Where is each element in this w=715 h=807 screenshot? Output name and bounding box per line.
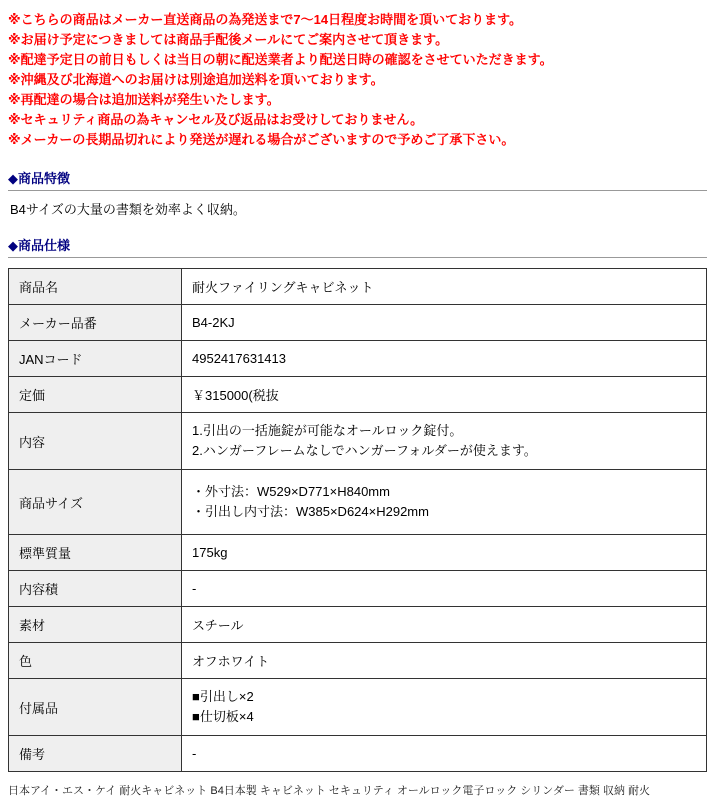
spec-row-maker-number: [9, 305, 707, 341]
features-heading: ◆商品特徴: [8, 168, 707, 191]
spec-label: メーカー品番: [9, 305, 182, 341]
spec-label: 商品サイズ: [9, 470, 182, 535]
spec-value: [182, 470, 707, 535]
notice-line: ※配達予定日の前日もしくは当日の朝に配送業者より配送日時の確認をさせていただきます。: [8, 52, 553, 67]
notice-line: ※お届け予定につきましては商品手配後メールにてご案内させて頂きます。: [8, 32, 449, 47]
spec-label: 備考: [9, 736, 182, 772]
spec-value-line: ・引出し内寸法：W385×D624×H292mm: [192, 504, 429, 519]
spec-value: ￥315000(税抜: [182, 377, 707, 413]
spec-label: JANコード: [9, 341, 182, 377]
spec-label: 内容積: [9, 571, 182, 607]
spec-value: 175kg: [182, 535, 707, 571]
footer-keywords: 日本アイ・エス・ケイ 耐火キャビネット B4日本製 キャビネット セキュリティ オールロック電子ロック シリンダー 書類 収納 耐火: [8, 785, 650, 797]
spec-row-color: [9, 643, 707, 679]
specs-heading: ◆商品仕様: [8, 235, 707, 258]
spec-label: 標準質量: [9, 535, 182, 571]
notice-line: ※メーカーの長期品切れにより発送が遅れる場合がございますので予めご了承下さい。: [8, 132, 515, 147]
spec-value-line: 2.ハンガーフレームなしでハンガーフォルダーが使えます。: [192, 443, 537, 458]
spec-table: [8, 268, 707, 772]
spec-label: 素材: [9, 607, 182, 643]
spec-value: 4952417631413: [182, 341, 707, 377]
spec-row-jan-code: [9, 341, 707, 377]
spec-row-remarks: [9, 736, 707, 772]
spec-label: 商品名: [9, 269, 182, 305]
spec-value: -: [182, 736, 707, 772]
spec-row-product-size: [9, 470, 707, 535]
spec-value-line: ・外寸法：W529×D771×H840mm: [192, 484, 390, 499]
spec-value: オフホワイト: [182, 643, 707, 679]
spec-value: 耐火ファイリングキャビネット: [182, 269, 707, 305]
shipping-notices: [8, 10, 707, 150]
spec-value-line: ■仕切板×4: [192, 709, 254, 724]
notice-line: ※沖縄及び北海道へのお届けは別途追加送料を頂いております。: [8, 72, 384, 87]
spec-value: -: [182, 571, 707, 607]
spec-label: 内容: [9, 413, 182, 470]
spec-row-contents: [9, 413, 707, 470]
spec-row-capacity: [9, 571, 707, 607]
spec-row-material: [9, 607, 707, 643]
spec-label: 色: [9, 643, 182, 679]
spec-row-list-price: [9, 377, 707, 413]
spec-value: [182, 413, 707, 470]
spec-row-accessories: [9, 679, 707, 736]
spec-label: 定価: [9, 377, 182, 413]
spec-value: スチール: [182, 607, 707, 643]
notice-line: ※セキュリティ商品の為キャンセル及び返品はお受けしておりません。: [8, 112, 424, 127]
spec-value-line: ■引出し×2: [192, 689, 254, 704]
spec-row-product-name: [9, 269, 707, 305]
features-text: B4サイズの大量の書類を効率よく収納。: [10, 202, 246, 217]
notice-line: ※再配達の場合は追加送料が発生いたします。: [8, 92, 280, 107]
spec-label: 付属品: [9, 679, 182, 736]
spec-row-weight: [9, 535, 707, 571]
notice-line: ※こちらの商品はメーカー直送商品の為発送まで7〜14日程度お時間を頂いております。: [8, 12, 523, 27]
spec-value: B4-2KJ: [182, 305, 707, 341]
spec-value: [182, 679, 707, 736]
spec-value-line: 1.引出の一括施錠が可能なオールロック錠付。: [192, 423, 463, 438]
